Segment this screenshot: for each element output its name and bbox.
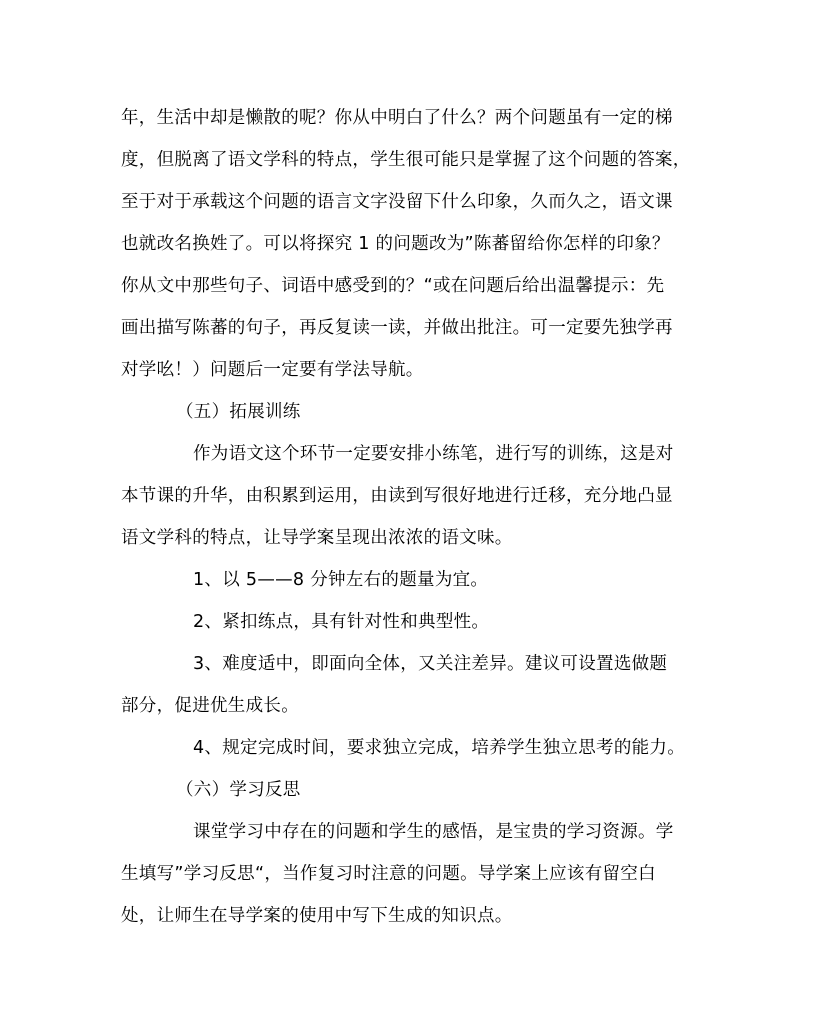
paragraph-line-9: 本节课的升华，由积累到运用，由读到写很好地进行迁移，充分地凸显 xyxy=(121,486,673,506)
paragraph-line-1: 年，生活中却是懒散的呢？你从中明白了什么？两个问题虽有一定的梯 xyxy=(121,108,673,128)
list-item-2: 2、紧扣练点，具有针对性和典型性。 xyxy=(193,612,490,632)
list-item-4: 4、规定完成时间，要求独立完成，培养学生独立思考的能力。 xyxy=(193,738,686,758)
section-heading-extension: （五）拓展训练 xyxy=(176,402,301,422)
list-item-3-continuation: 部分，促进优生成长。 xyxy=(121,696,299,716)
paragraph-line-7: 对学吆！）问题后一定要有学法导航。 xyxy=(121,360,424,380)
paragraph-line-6: 画出描写陈蕃的句子，再反复读一读，并做出批注。可一定要先独学再 xyxy=(121,318,673,338)
list-item-3: 3、难度适中，即面向全体，又关注差异。建议可设置选做题 xyxy=(193,654,668,674)
paragraph-line-10: 语文学科的特点，让导学案呈现出浓浓的语文味。 xyxy=(121,528,513,548)
section-heading-reflection: （六）学习反思 xyxy=(176,780,301,800)
paragraph-line-11: 课堂学习中存在的问题和学生的感悟，是宝贵的学习资源。学 xyxy=(193,822,674,842)
paragraph-line-3: 至于对于承载这个问题的语言文字没留下什么印象，久而久之，语文课 xyxy=(121,192,673,212)
paragraph-line-2: 度，但脱离了语文学科的特点，学生很可能只是掌握了这个问题的答案， xyxy=(121,150,691,170)
paragraph-line-8: 作为语文这个环节一定要安排小练笔，进行写的训练，这是对 xyxy=(193,444,674,464)
paragraph-line-12: 生填写”学习反思“，当作复习时注意的问题。导学案上应该有留空白 xyxy=(121,864,656,884)
paragraph-line-4: 也就改名换姓了。可以将探究 1 的问题改为”陈蕃留给你怎样的印象？ xyxy=(121,234,670,254)
list-item-1: 1、以 5——8 分钟左右的题量为宜。 xyxy=(193,570,489,590)
paragraph-line-5: 你从文中那些句子、词语中感受到的？“或在问题后给出温馨提示：先 xyxy=(121,276,665,296)
paragraph-line-13: 处，让师生在导学案的使用中写下生成的知识点。 xyxy=(121,906,513,926)
